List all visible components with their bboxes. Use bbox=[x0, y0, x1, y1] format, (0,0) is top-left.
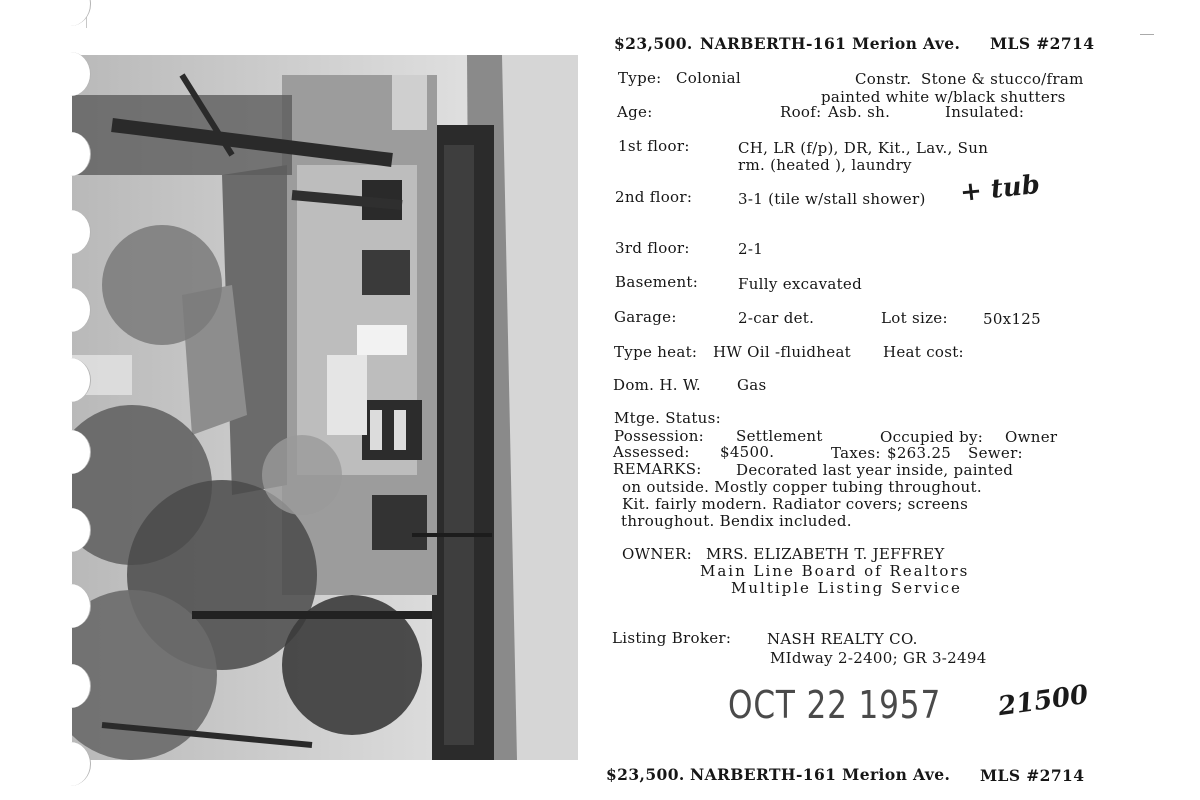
second-floor-label: 2nd floor: bbox=[615, 188, 693, 206]
type-label: Type: bbox=[618, 69, 662, 87]
assessed-value: $4500. bbox=[720, 443, 775, 461]
punch-hole bbox=[50, 52, 91, 96]
remarks-line3: Kit. fairly modern. Radiator covers; screens bbox=[622, 495, 969, 513]
listing-broker-phones: MIdway 2-2400; GR 3-2494 bbox=[770, 649, 987, 667]
mls-number-bottom: MLS #2714 bbox=[980, 766, 1085, 785]
first-floor-line2: rm. (heated ), laundry bbox=[738, 156, 912, 174]
possession-label: Possession: bbox=[614, 427, 705, 445]
listing-address-top: NARBERTH-161 Merion Ave. bbox=[700, 34, 961, 53]
listing-broker-label: Listing Broker: bbox=[612, 629, 732, 647]
punch-hole bbox=[50, 508, 91, 552]
second-floor-value: 3-1 (tile w/stall shower) bbox=[738, 190, 926, 208]
garage-label: Garage: bbox=[614, 308, 677, 326]
heat-type-label: Type heat: bbox=[614, 343, 698, 361]
heat-cost-label: Heat cost: bbox=[883, 343, 964, 361]
third-floor-label: 3rd floor: bbox=[615, 239, 690, 257]
constr-label: Constr. bbox=[855, 70, 912, 88]
listing-address-bottom: NARBERTH-161 Merion Ave. bbox=[690, 765, 951, 784]
house-photo-graphic bbox=[72, 55, 578, 760]
corner-mark bbox=[1140, 34, 1154, 35]
first-floor-label: 1st floor: bbox=[618, 137, 690, 155]
service-name: Multiple Listing Service bbox=[731, 579, 962, 597]
assessed-label: Assessed: bbox=[613, 443, 690, 461]
taxes-label: Taxes: bbox=[831, 444, 881, 462]
remarks-label: REMARKS: bbox=[613, 460, 702, 478]
occupied-by-label: Occupied by: bbox=[880, 428, 984, 446]
remarks-line2: on outside. Mostly copper tubing throughout. bbox=[622, 478, 982, 496]
roof-value: Asb. sh. bbox=[828, 103, 891, 121]
first-floor-line1: CH, LR (f/p), DR, Kit., Lav., Sun bbox=[738, 139, 989, 157]
remarks-line4: throughout. Bendix included. bbox=[621, 512, 852, 530]
constr-value-line2: painted white w/black shutters bbox=[821, 88, 1066, 106]
taxes-value: $263.25 bbox=[887, 444, 952, 462]
type-value: Colonial bbox=[676, 69, 741, 87]
date-stamp: OCT 22 1957 bbox=[728, 683, 942, 727]
basement-value: Fully excavated bbox=[738, 275, 863, 293]
handwritten-sale-price: 21500 bbox=[996, 679, 1091, 723]
house-photo bbox=[72, 55, 578, 760]
punch-hole bbox=[50, 0, 91, 26]
mortgage-status-label: Mtge. Status: bbox=[614, 409, 721, 427]
third-floor-value: 2-1 bbox=[738, 240, 764, 258]
punch-hole bbox=[50, 664, 91, 708]
lot-size-value: 50x125 bbox=[983, 310, 1041, 328]
sewer-label: Sewer: bbox=[968, 444, 1023, 462]
roof-label: Roof: bbox=[780, 103, 822, 121]
listing-price-top: $23,500. bbox=[614, 34, 693, 53]
punch-hole bbox=[50, 358, 91, 402]
punch-hole bbox=[50, 584, 91, 628]
occupied-by-value: Owner bbox=[1005, 428, 1058, 446]
domestic-hot-water-value: Gas bbox=[737, 376, 767, 394]
domestic-hot-water-label: Dom. H. W. bbox=[613, 376, 701, 394]
punch-hole bbox=[50, 742, 91, 786]
garage-value: 2-car det. bbox=[738, 309, 815, 327]
punch-hole bbox=[50, 430, 91, 474]
basement-label: Basement: bbox=[615, 273, 699, 291]
heat-type-value: HW Oil -fluidheat bbox=[713, 343, 852, 361]
listing-broker-name: NASH REALTY CO. bbox=[767, 630, 918, 648]
insulated-label: Insulated: bbox=[945, 103, 1025, 121]
lot-size-label: Lot size: bbox=[881, 309, 948, 327]
possession-value: Settlement bbox=[736, 427, 823, 445]
owner-name: MRS. ELIZABETH T. JEFFREY bbox=[706, 545, 945, 563]
remarks-line1: Decorated last year inside, painted bbox=[736, 461, 1014, 479]
board-name: Main Line Board of Realtors bbox=[700, 562, 970, 580]
handwritten-tub-note: + tub bbox=[958, 169, 1042, 209]
mls-number-top: MLS #2714 bbox=[990, 34, 1095, 53]
punch-hole bbox=[50, 288, 91, 332]
listing-price-bottom: $23,500. bbox=[606, 765, 685, 784]
owner-label: OWNER: bbox=[622, 545, 692, 563]
age-label: Age: bbox=[617, 103, 653, 121]
punch-hole bbox=[50, 132, 91, 176]
punch-hole bbox=[50, 210, 91, 254]
constr-value-line1: Stone & stucco/fram bbox=[921, 70, 1084, 88]
